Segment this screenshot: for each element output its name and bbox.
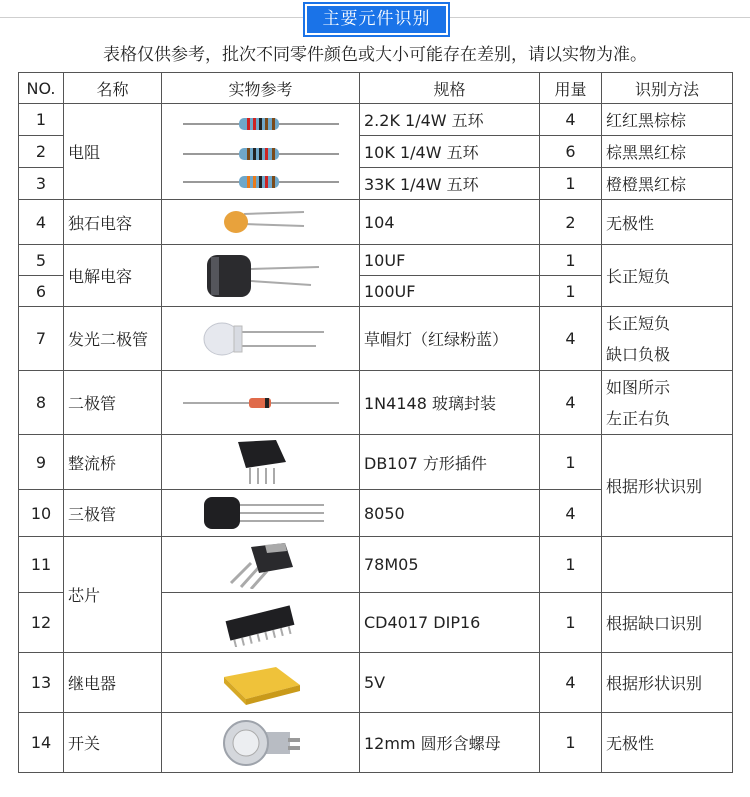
row-method: 根据形状识别: [602, 435, 733, 537]
method-line: 缺口负极: [606, 344, 671, 364]
transistor-icon: [196, 493, 326, 533]
dip16-chip-photo: [162, 593, 360, 653]
row-spec: 100UF: [360, 276, 540, 307]
row-spec: CD4017 DIP16: [360, 593, 540, 653]
table-row: [19, 104, 733, 136]
row-method: [602, 371, 733, 435]
row-spec: 草帽灯（红绿粉蓝）: [360, 307, 540, 371]
section-title: 主要元件识别: [303, 2, 450, 37]
component-table: [18, 72, 733, 773]
col-header-spec: 规格: [360, 73, 540, 104]
row-qty: 1: [540, 168, 602, 200]
row-qty: 4: [540, 653, 602, 713]
table-row: [19, 537, 733, 593]
row-qty: 1: [540, 276, 602, 307]
row-qty: 1: [540, 537, 602, 593]
row-spec: 33K 1/4W 五环: [360, 168, 540, 200]
row-no: 9: [19, 435, 64, 490]
col-header-photo: 实物参考: [162, 73, 360, 104]
ceramic-capacitor-icon: [216, 204, 306, 240]
relay-photo: [162, 653, 360, 713]
col-header-method: 识别方法: [602, 73, 733, 104]
table-row: [19, 307, 733, 371]
row-method: 根据缺口识别: [602, 593, 733, 653]
transistor-photo: [162, 490, 360, 537]
table-header-row: [19, 73, 733, 104]
method-line: 长正短负: [606, 313, 671, 333]
electrolytic-capacitor-icon: [201, 249, 321, 303]
row-no: 1: [19, 104, 64, 136]
col-header-no: NO.: [19, 73, 64, 104]
row-qty: 4: [540, 307, 602, 371]
row-method: [602, 307, 733, 371]
row-name: 电解电容: [64, 245, 162, 307]
table-row: [19, 371, 733, 435]
row-method: 长正短负: [602, 245, 733, 307]
row-no: 7: [19, 307, 64, 371]
row-method: 无极性: [602, 713, 733, 773]
table-row: [19, 653, 733, 713]
row-qty: 4: [540, 371, 602, 435]
row-name: 二极管: [64, 371, 162, 435]
row-qty: 4: [540, 104, 602, 136]
row-qty: 4: [540, 490, 602, 537]
row-spec: 5V: [360, 653, 540, 713]
row-spec: DB107 方形插件: [360, 435, 540, 490]
metal-switch-photo: [162, 713, 360, 773]
row-method: 橙橙黑红棕: [602, 168, 733, 200]
disclaimer-note: 表格仅供参考，批次不同零件颜色或大小可能存在差别，请以实物为准。: [103, 45, 647, 65]
col-header-qty: 用量: [540, 73, 602, 104]
led-icon: [196, 314, 326, 364]
row-qty: 2: [540, 200, 602, 245]
row-no: 3: [19, 168, 64, 200]
row-name: 整流桥: [64, 435, 162, 490]
dip16-chip-icon: [221, 599, 301, 647]
row-no: 4: [19, 200, 64, 245]
row-name: 继电器: [64, 653, 162, 713]
regulator-icon: [221, 541, 301, 589]
row-name: 三极管: [64, 490, 162, 537]
bridge-rectifier-photo: [162, 435, 360, 490]
row-spec: 104: [360, 200, 540, 245]
row-spec: 12mm 圆形含螺母: [360, 713, 540, 773]
resistor-photo: [162, 104, 360, 200]
electrolytic-capacitor-photo: [162, 245, 360, 307]
row-method: 根据形状识别: [602, 653, 733, 713]
diode-photo: [162, 371, 360, 435]
method-line: 如图所示: [606, 377, 671, 397]
led-photo: [162, 307, 360, 371]
row-qty: 1: [540, 245, 602, 276]
row-spec: 1N4148 玻璃封装: [360, 371, 540, 435]
bridge-rectifier-icon: [226, 438, 296, 486]
relay-icon: [216, 661, 306, 705]
row-no: 13: [19, 653, 64, 713]
row-no: 5: [19, 245, 64, 276]
table-row: [19, 435, 733, 490]
row-no: 11: [19, 537, 64, 593]
row-no: 12: [19, 593, 64, 653]
row-name: 独石电容: [64, 200, 162, 245]
resistor-icon: [183, 118, 339, 188]
method-line: 左正右负: [606, 408, 671, 428]
row-method: [602, 537, 733, 593]
row-spec: 2.2K 1/4W 五环: [360, 104, 540, 136]
row-spec: 8050: [360, 490, 540, 537]
row-qty: 1: [540, 593, 602, 653]
row-name: 开关: [64, 713, 162, 773]
row-spec: 78M05: [360, 537, 540, 593]
row-name: 发光二极管: [64, 307, 162, 371]
row-spec: 10K 1/4W 五环: [360, 136, 540, 168]
row-no: 6: [19, 276, 64, 307]
table-row: [19, 245, 733, 276]
row-method: 红红黑棕棕: [602, 104, 733, 136]
table-row: [19, 200, 733, 245]
row-no: 14: [19, 713, 64, 773]
row-no: 10: [19, 490, 64, 537]
row-spec: 10UF: [360, 245, 540, 276]
row-name: 电阻: [64, 104, 162, 200]
row-method: 棕黑黑红棕: [602, 136, 733, 168]
row-no: 2: [19, 136, 64, 168]
row-name: 芯片: [64, 537, 162, 653]
col-header-name: 名称: [64, 73, 162, 104]
row-qty: 6: [540, 136, 602, 168]
row-no: 8: [19, 371, 64, 435]
diode-icon: [181, 393, 341, 413]
metal-switch-icon: [216, 718, 306, 768]
row-qty: 1: [540, 713, 602, 773]
row-method: 无极性: [602, 200, 733, 245]
table-row: [19, 713, 733, 773]
row-qty: 1: [540, 435, 602, 490]
regulator-photo: [162, 537, 360, 593]
ceramic-capacitor-photo: [162, 200, 360, 245]
